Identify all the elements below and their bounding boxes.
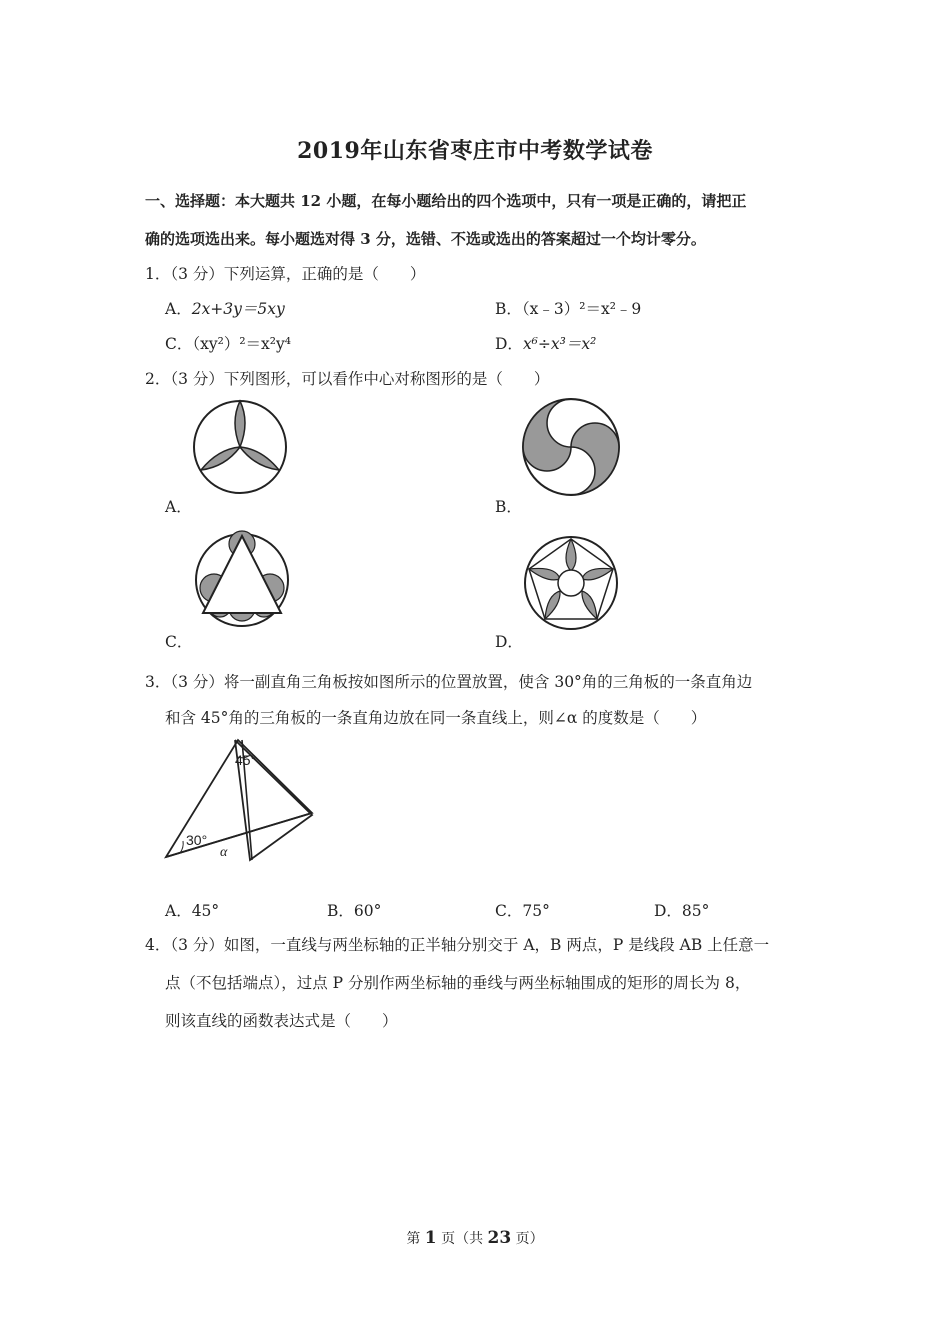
q3-option-b: B．60° [327,902,382,920]
q3-stem-line2: 和含 45°角的三角板的一条直角边放在同一条直线上，则∠α 的度数是（ ） [165,709,707,727]
q4-stem-line2: 点（不包括端点），过点 P 分别作两坐标轴的垂线与两坐标轴围成的矩形的周长为 8， [165,974,751,992]
section-instructions-line2: 确的选项选出来。每小题选对得 3 分，选错、不选或选出的答案超过一个均计零分。 [145,230,706,248]
q1-option-d-prefix: D． [495,335,523,353]
page-footer [0,1228,950,1248]
q1-option-b-text: （x﹣3）²＝x²﹣9 [521,300,642,318]
q1-stem: 1．（3 分）下列运算，正确的是（ ） [145,265,426,283]
q1-option-b [495,297,641,319]
footer-middle: 页（共 [436,1231,488,1247]
q3-stem-line1: 3．（3 分）将一副直角三角板按如图所示的位置放置，使含 30°角的三角板的一条直角边 [145,673,753,691]
q1-option-a [165,297,285,319]
q3-option-c: C．75° [495,902,550,920]
q2-figure-a [190,397,290,497]
q2-stem: 2．（3 分）下列图形，可以看作中心对称图形的是（ ） [145,370,550,388]
q2-option-b-label: B． [495,498,522,516]
footer-prefix: 第 [406,1231,425,1247]
q1-option-a-text: 2x+3y＝5xy [191,300,285,318]
q2-figure-c [192,530,292,630]
footer-total-pages: 23 [487,1228,512,1248]
q3-figure-triangles [160,735,320,865]
q1-option-d-text: x⁶÷x³＝x² [522,335,597,353]
section-instructions-line1: 一、选择题：本大题共 12 小题，在每小题给出的四个选项中，只有一项是正确的，请把正 [145,192,747,210]
q2-figure-d [521,533,621,633]
q1-option-c [165,332,291,354]
q1-option-d [495,332,596,354]
footer-suffix: 页） [511,1231,544,1247]
q1-option-a-prefix: A． [165,300,192,318]
footer-page-number: 1 [424,1228,437,1248]
q1-option-c-text: （xy²）²＝x²y⁴ [192,335,291,353]
q1-option-b-prefix: B． [495,300,522,318]
q2-option-a-label: A． [165,498,192,516]
q2-option-c-label: C． [165,633,193,651]
q3-option-d: D．85° [654,902,710,920]
q3-fig-label-alpha: α [220,845,228,860]
q2-figure-b [520,396,622,498]
q1-option-c-prefix: C． [165,335,193,353]
page-title: 2019年山东省枣庄市中考数学试卷 [297,138,653,164]
q2-option-d-label: D． [495,633,523,651]
q4-stem-line1: 4．（3 分）如图，一直线与两坐标轴的正半轴分别交于 A，B 两点，P 是线段 AB 上任意一 [145,936,770,954]
q3-fig-label-45: 45° [235,752,257,768]
q3-option-a: A．45° [165,902,220,920]
q4-stem-line3: 则该直线的函数表达式是（ ） [165,1012,398,1030]
q3-fig-label-30: 30° [186,832,208,848]
